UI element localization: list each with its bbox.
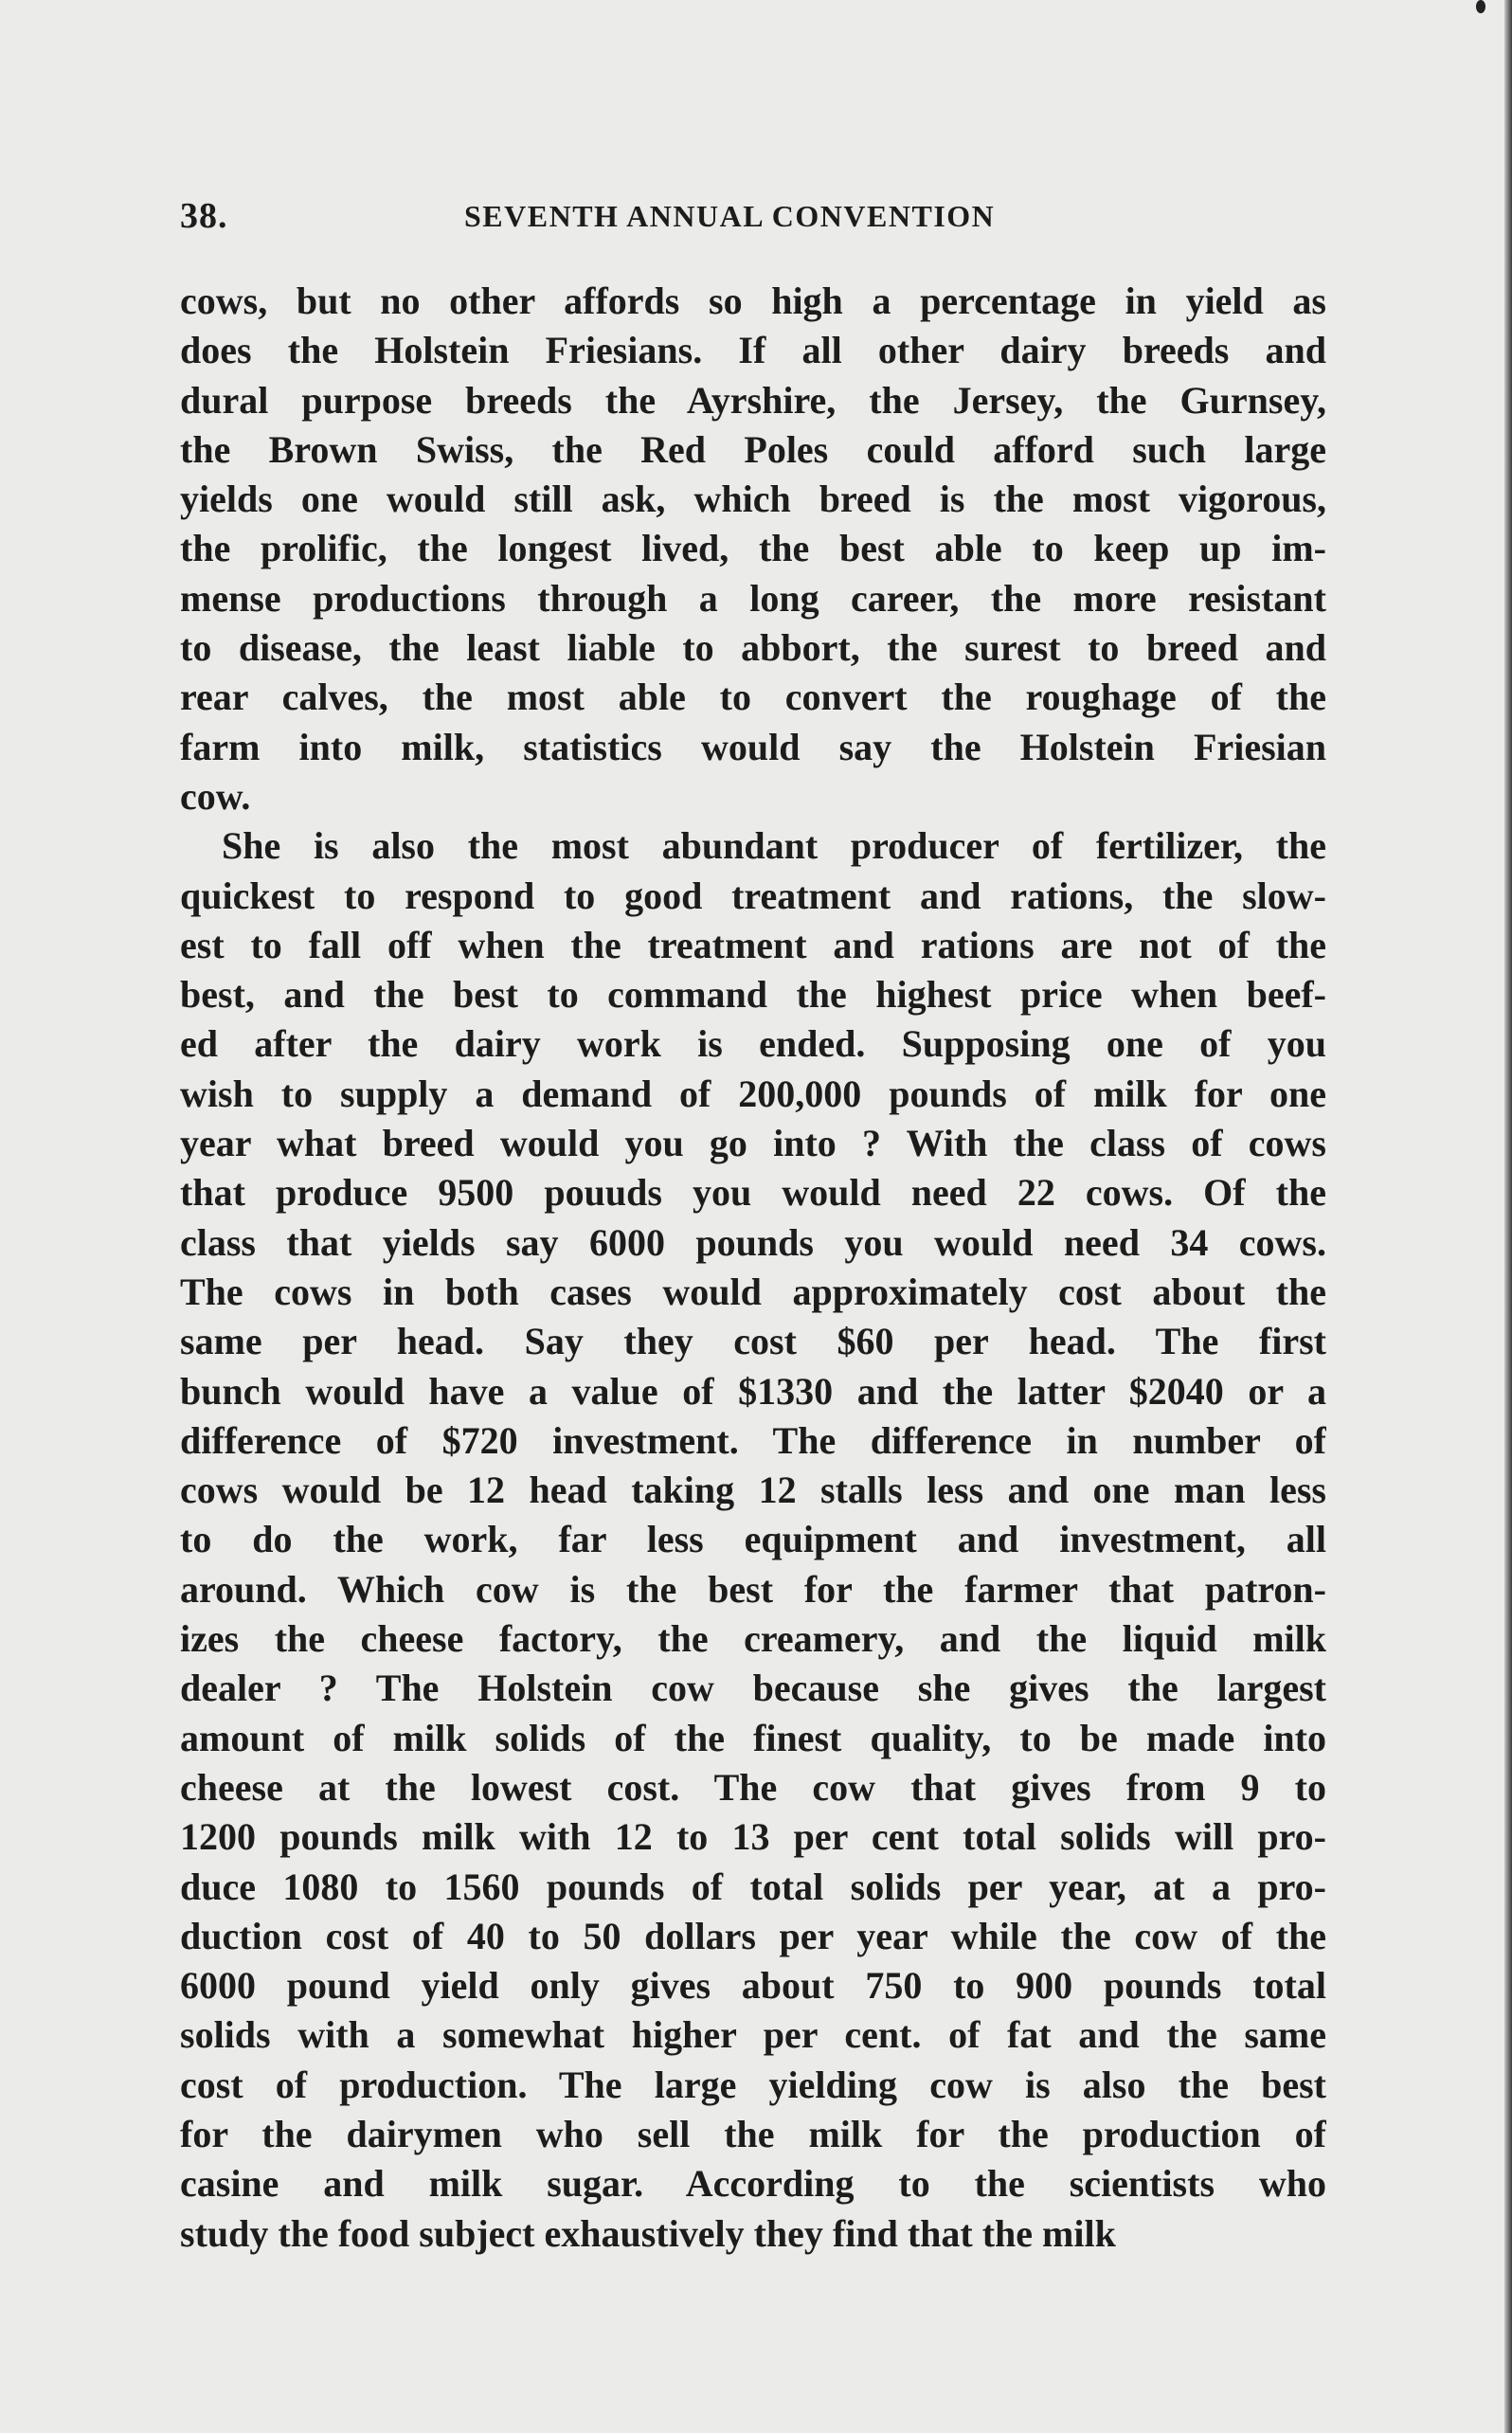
text-line: to do the work, far less equipment and investment, all [180, 1518, 1326, 1561]
running-head: SEVENTH ANNUAL CONVENTION [464, 199, 996, 233]
text-line: farm into milk, statistics would say the Holstein Friesian [180, 725, 1326, 768]
text-line: cows would be 12 head taking 12 stalls less and one man less [180, 1469, 1326, 1512]
text-line: that produce 9500 pouuds you would need 22 cows. Of the [180, 1171, 1326, 1215]
text-line: bunch would have a value of $1330 and the latter $2040 or a [180, 1369, 1326, 1413]
text-line: mense productions through a long career, the more resistant [180, 576, 1326, 620]
text-line: wish to supply a demand of 200,000 pounds of milk for one [180, 1072, 1326, 1115]
text-line: best, and the best to command the highest price when beef- [180, 973, 1326, 1017]
text-line: yields one would still ask, which breed is the most vigorous, [180, 478, 1326, 521]
text-line: dural purpose breeds the Ayrshire, the Jersey, the Gurnsey, [180, 378, 1326, 422]
text-line: ed after the dairy work is ended. Supposing one of you [180, 1022, 1326, 1066]
paragraph [180, 821, 1326, 2259]
text-line: cheese at the lowest cost. The cow that gives from 9 to [180, 1765, 1326, 1809]
ink-mark [1476, 0, 1485, 13]
text-line: 1200 pounds milk with 12 to 13 per cent total solids will pro- [180, 1815, 1326, 1859]
text-line: izes the cheese factory, the creamery, and the liquid milk [180, 1617, 1326, 1661]
text-line: around. Which cow is the best for the farmer that patron- [180, 1567, 1326, 1611]
text-line: for the dairymen who sell the milk for the production of [180, 2112, 1326, 2155]
text-line: class that yields say 6000 pounds you would need 34 cows. [180, 1220, 1326, 1264]
text-line: rear calves, the most able to convert the roughage of the [180, 676, 1326, 719]
page-edge-shadow [1504, 0, 1512, 2433]
text-line: duce 1080 to 1560 pounds of total solids per year, at a pro- [180, 1865, 1326, 1908]
text-line: year what breed would you go into ? With the class of cows [180, 1122, 1326, 1165]
text-line: She is also the most abundant producer of fertilizer, the [222, 824, 1326, 868]
text-line: casine and milk sugar. According to the scientists who [180, 2162, 1326, 2206]
text-line: est to fall off when the treatment and rations are not of the [180, 923, 1326, 966]
text-line: same per head. Say they cost $60 per head. The first [180, 1320, 1326, 1363]
text-line: cows, but no other affords so high a percentage in yield as [180, 279, 1326, 322]
text-line: cost of production. The large yielding cow is also the best [180, 2063, 1326, 2106]
text-line: cow. [180, 774, 251, 818]
text-line: to disease, the least liable to abbort, the surest to breed and [180, 626, 1326, 670]
text-line: the prolific, the longest lived, the best able to keep up im- [180, 527, 1326, 570]
text-line: amount of milk solids of the finest quality, to be made into [180, 1716, 1326, 1759]
text-line: dealer ? The Holstein cow because she gives the largest [180, 1667, 1326, 1710]
text-line: difference of $720 investment. The difference in number of [180, 1418, 1326, 1462]
text-line: solids with a somewhat higher per cent. of fat and the same [180, 2013, 1326, 2057]
page-number: 38. [180, 196, 228, 236]
body-text [180, 277, 1326, 2259]
text-line: does the Holstein Friesians. If all other dairy breeds and [180, 329, 1326, 372]
text-line: 6000 pound yield only gives about 750 to 900 pounds total [180, 1964, 1326, 2008]
text-line: the Brown Swiss, the Red Poles could afford such large [180, 427, 1326, 471]
text-line: quickest to respond to good treatment and rations, the slow- [180, 874, 1326, 917]
text-line: study the food subject exhaustively they find that the milk [180, 2211, 1116, 2255]
paragraph [180, 277, 1326, 821]
text-line: The cows in both cases would approximately cost about the [180, 1270, 1326, 1313]
page-header [180, 195, 1326, 243]
text-line: duction cost of 40 to 50 dollars per year while the cow of the [180, 1914, 1326, 1957]
